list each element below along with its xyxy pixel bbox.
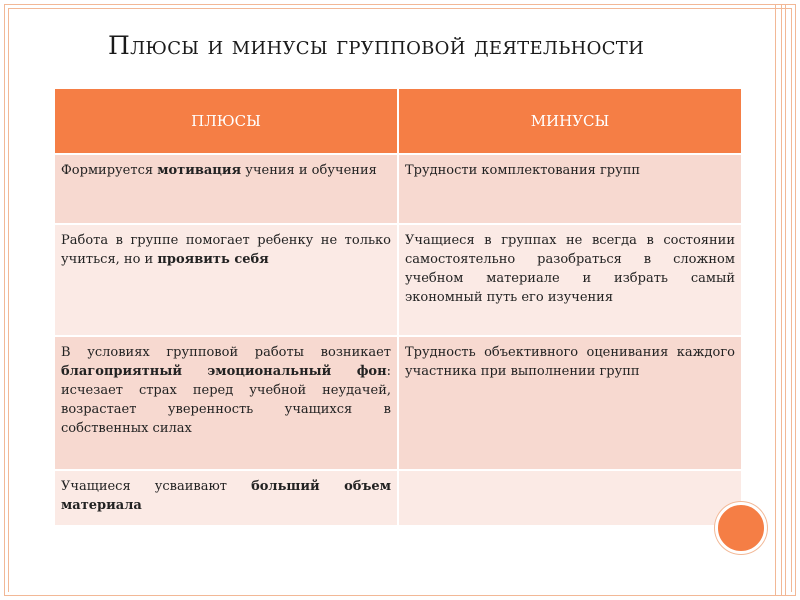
plus-text-bold: мотивация bbox=[157, 163, 242, 178]
header-pros: ПЛЮСЫ bbox=[55, 89, 398, 154]
table-row bbox=[55, 336, 741, 470]
pros-cons-table bbox=[55, 89, 741, 527]
plus-text: Работа в группе помогает ребенку не только учиться, но и bbox=[61, 233, 391, 267]
slide-title: Плюсы и минусы групповой деятельности bbox=[108, 31, 645, 60]
table-row bbox=[55, 154, 741, 224]
minus-cell: Трудности комплектования групп bbox=[398, 154, 741, 224]
plus-cell bbox=[55, 336, 398, 470]
table-row bbox=[55, 224, 741, 336]
plus-text: Учащиеся усваивают bbox=[61, 479, 252, 494]
table-row bbox=[55, 470, 741, 526]
plus-text: Формируется bbox=[61, 163, 158, 178]
frame-right-line bbox=[795, 4, 796, 596]
frame-left-line-inner bbox=[8, 8, 9, 592]
plus-text: В условиях групповой работы возникает bbox=[61, 345, 391, 360]
plus-cell bbox=[55, 154, 398, 224]
plus-text-end: : исчезает страх перед учебной неудачей, возрастает уверенность учащихся в собственных силах bbox=[61, 364, 391, 436]
plus-cell bbox=[55, 224, 398, 336]
minus-cell: Трудность объективного оценивания каждого участника при выполнении групп bbox=[398, 336, 741, 470]
decorative-circle-icon bbox=[715, 502, 767, 554]
header-cons: МИНУСЫ bbox=[398, 89, 741, 154]
frame-right-line-2 bbox=[791, 8, 792, 592]
frame-bottom-line bbox=[5, 595, 795, 596]
plus-text-bold: больший объем материала bbox=[61, 479, 391, 513]
plus-text-bold: благоприятный эмоциональный фон bbox=[61, 364, 387, 379]
plus-text-bold: проявить себя bbox=[157, 252, 269, 267]
plus-text-end: учения и обучения bbox=[241, 163, 377, 178]
minus-cell bbox=[398, 470, 741, 526]
table-header-row bbox=[55, 89, 741, 154]
frame-left-line bbox=[4, 4, 5, 596]
minus-cell: Учащиеся в группах не всегда в состоянии самостоятельно разобраться в сложном учебном материале и избрать самый экономный путь его изучения bbox=[398, 224, 741, 336]
frame-right-line-5 bbox=[775, 4, 776, 596]
frame-right-line-3 bbox=[785, 4, 786, 596]
frame-top-line bbox=[5, 4, 795, 5]
frame-right-line-4 bbox=[781, 4, 782, 596]
frame-top-line-inner bbox=[9, 8, 791, 9]
plus-cell bbox=[55, 470, 398, 526]
